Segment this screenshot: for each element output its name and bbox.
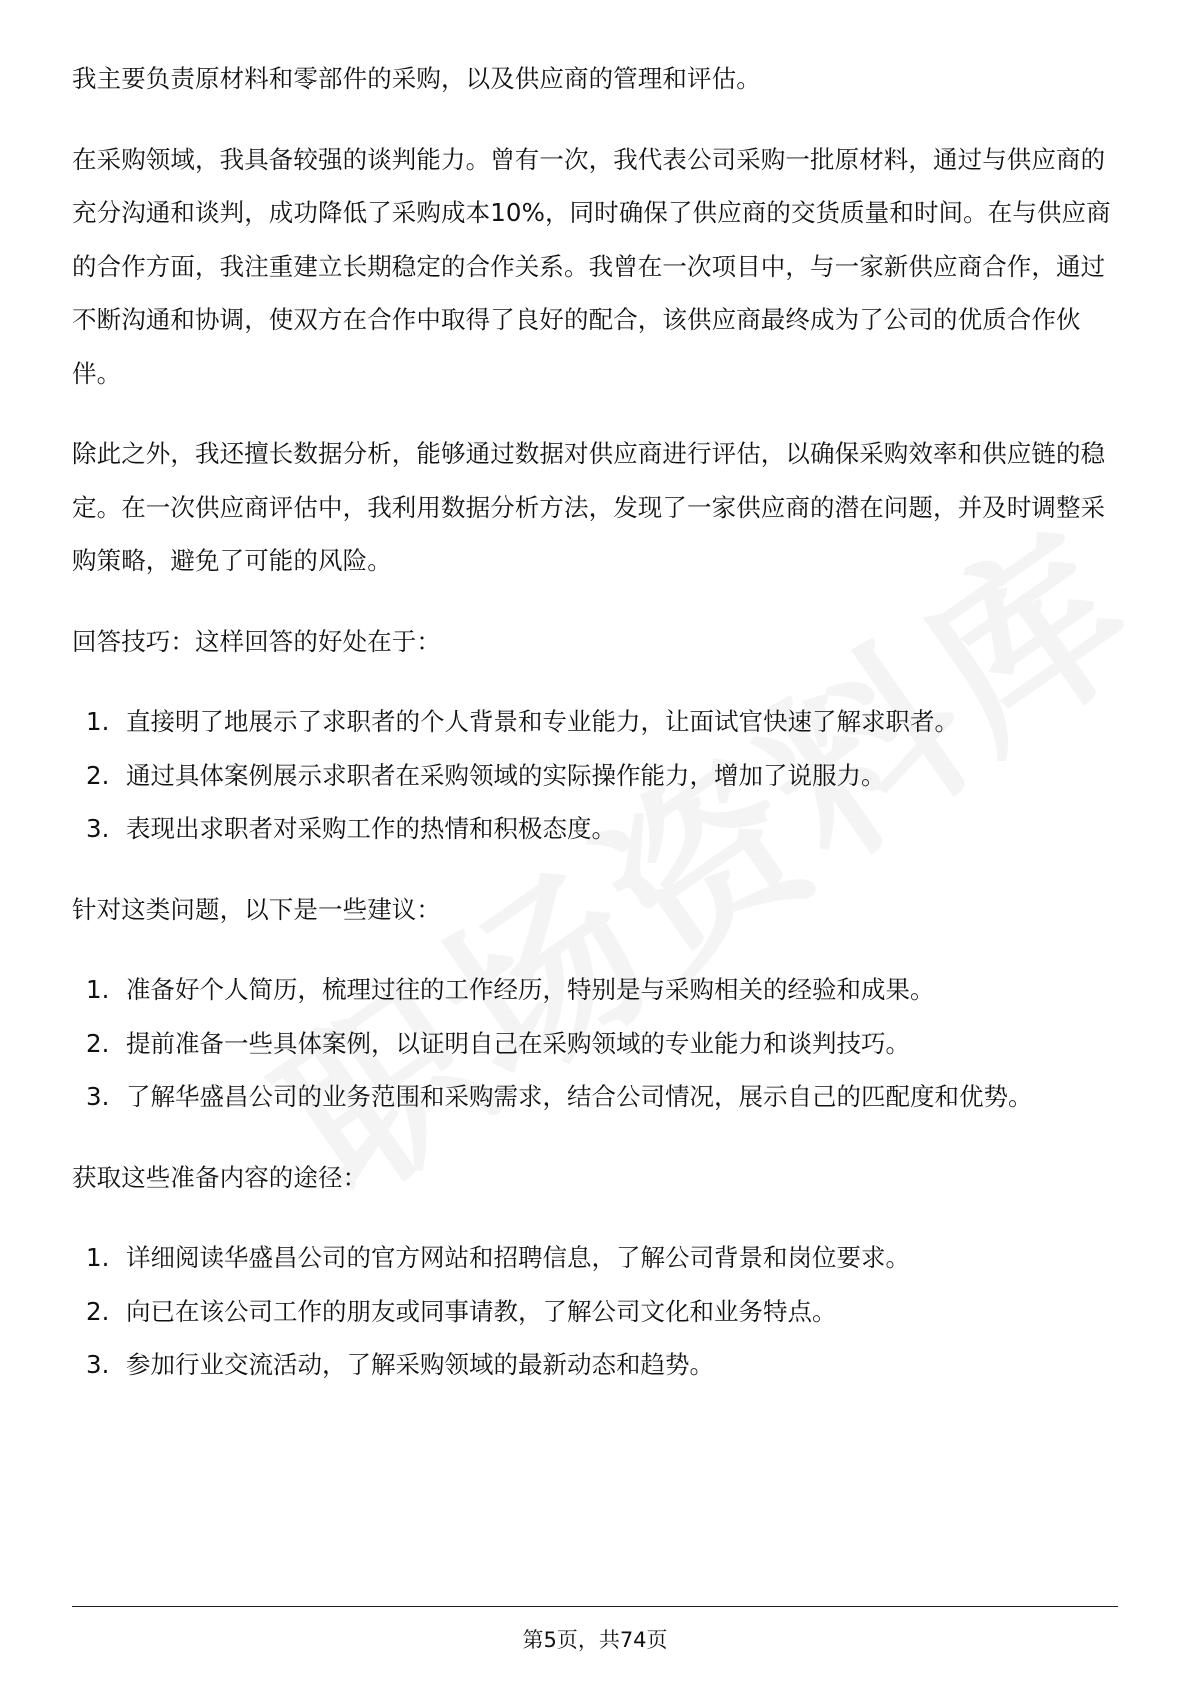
suggestions-heading: 针对这类问题，以下是一些建议： <box>72 894 441 924</box>
suggestions-list <box>72 963 1118 1124</box>
list-item: 3. 了解华盛昌公司的业务范围和采购需求，结合公司情况，展示自己的匹配度和优势。 <box>86 1082 1033 1111</box>
list-item: 1. 直接明了地展示了求职者的个人背景和专业能力，让面试官快速了解求职者。 <box>86 707 959 736</box>
list-item: 2. 通过具体案例展示求职者在采购领域的实际操作能力，增加了说服力。 <box>86 760 886 790</box>
list-item: 3. 表现出求职者对采购工作的热情和积极态度。 <box>86 814 616 843</box>
list-item: 3. 参加行业交流活动，了解采购领域的最新动态和趋势。 <box>86 1350 714 1379</box>
tips-heading: 回答技巧：这样回答的好处在于： <box>72 626 441 656</box>
intro-paragraph: 我主要负责原材料和零部件的采购，以及供应商的管理和评估。 <box>72 64 761 93</box>
list-item: 1. 准备好个人简历，梳理过往的工作经历，特别是与采购相关的经验和成果。 <box>86 975 935 1004</box>
tips-list <box>72 695 1118 856</box>
list-item: 1. 详细阅读华盛昌公司的官方网站和招聘信息，了解公司背景和岗位要求。 <box>86 1243 910 1272</box>
list-item: 2. 向已在该公司工作的朋友或同事请教，了解公司文化和业务特点。 <box>86 1296 837 1326</box>
data-analysis-paragraph: 除此之外，我还擅长数据分析，能够通过数据对供应商进行评估，以确保采购效率和供应链的稳定。在一次供应商评估中，我利用数据分析方法，发现了一家供应商的潜在问题，并及时调整采购策略，避免了可能的风险。 <box>72 439 1106 575</box>
document-body <box>72 52 1118 1392</box>
sources-heading: 获取这些准备内容的途径： <box>72 1162 368 1192</box>
sources-list <box>72 1231 1118 1392</box>
negotiation-paragraph: 在采购领域，我具备较强的谈判能力。曾有一次，我代表公司采购一批原材料，通过与供应商的充分沟通和谈判，成功降低了采购成本10%，同时确保了供应商的交货质量和时间。在与供应商的合作方面，我注重建立长期稳定的合作关系。我曾在一次项目中，与一家新供应商合作，通过不断沟通和协调，使双方在合作中取得了良好的配合，该供应商最终成为了公司的优质合作伙伴。 <box>72 144 1111 388</box>
list-item: 2. 提前准备一些具体案例，以证明自己在采购领域的专业能力和谈判技巧。 <box>86 1028 910 1058</box>
page-number: 第5页，共74页 <box>522 1628 668 1652</box>
footer-divider <box>72 1606 1118 1607</box>
